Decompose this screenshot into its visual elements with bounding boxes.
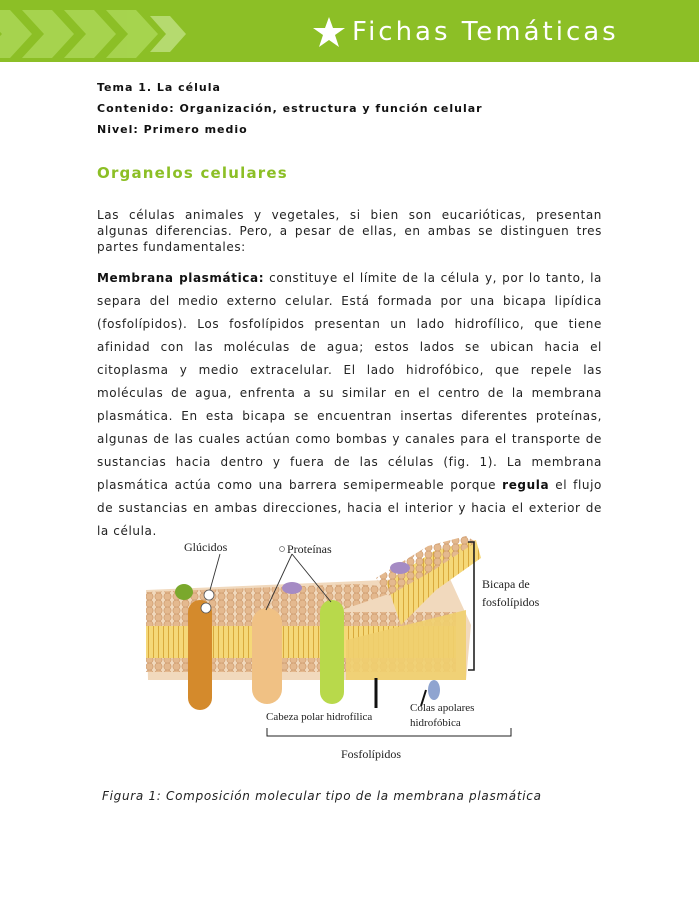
meta-nivel: Nivel: Primero medio [97, 123, 248, 136]
label-fosfolipidos: Fosfolípidos [341, 747, 402, 761]
membrana-text-2: el flujo de sustancias en ambas direcciones, hacia el interior y hacia el exterior de la célula. [97, 478, 602, 538]
membrana-text-1: constituye el límite de la célula y, por lo tanto, la separa del medio externo celular. Está formada por una bicapa lipídica (fosfolípidos). Los fosfolípidos presentan un lado hidrofílico, que tiene afinidad con las moléculas de agua; estos lados se ubican hacia el citoplasma y medio extracelular. El lado hidrofóbico, que repele las moléculas de agua, enfrenta a su similar en el centro de la membrana plasmática. En esta bicapa se encuentran insertas diferentes proteínas, algunas de las cuales actúan como bombas y canales para el transporte de sustancias hacia dentro y fuera de las células (fig. 1). La membrana plasmática actúa como una barrera semipermeable porque [97, 271, 602, 492]
label-glucidos: Glúcidos [184, 540, 228, 554]
protein-peach [252, 608, 282, 704]
proteinas-marker [280, 547, 285, 552]
protein-green [320, 600, 344, 704]
intro-paragraph: Las células animales y vegetales, si bien son eucarióticas, presentan algunas diferencias. Pero, a pesar de ellas, en ambas se distinguen tres partes fundamentales: [97, 208, 602, 254]
protein-blue [428, 680, 440, 700]
label-colas-1: Colas apolares [410, 702, 475, 714]
header-banner [0, 0, 699, 62]
glucid-bead-2 [201, 603, 211, 613]
protein-purple-small [282, 582, 302, 594]
membrana-bold-word: regula [502, 478, 550, 492]
membrana-term: Membrana plasmática: [97, 271, 265, 285]
star-icon [312, 15, 346, 49]
label-proteinas: Proteínas [287, 542, 332, 556]
glucid-bead-1 [204, 590, 214, 600]
meta-contenido: Contenido: Organización, estructura y función celular [97, 102, 483, 115]
brand [312, 10, 619, 54]
fosfolipidos-bracket [267, 728, 511, 736]
protein-orange [188, 600, 212, 710]
section-title: Organelos celulares [97, 164, 288, 182]
label-colas-2: hidrofóbica [410, 717, 461, 729]
brand-title: Fichas Temáticas [352, 17, 619, 47]
label-bicapa-1: Bicapa de [482, 577, 530, 591]
protein-purple-right [390, 562, 410, 574]
membrana-paragraph [97, 267, 602, 543]
figure-caption: Figura 1: Composición molecular tipo de la membrana plasmática [102, 789, 542, 803]
glycoprotein-green [175, 584, 193, 600]
label-cabeza: Cabeza polar hidrofílica [266, 711, 373, 723]
meta-tema: Tema 1. La célula [97, 81, 221, 94]
glucidos-pointer [210, 554, 220, 590]
membrane-figure [136, 530, 576, 770]
label-bicapa-2: fosfolípidos [482, 595, 540, 609]
